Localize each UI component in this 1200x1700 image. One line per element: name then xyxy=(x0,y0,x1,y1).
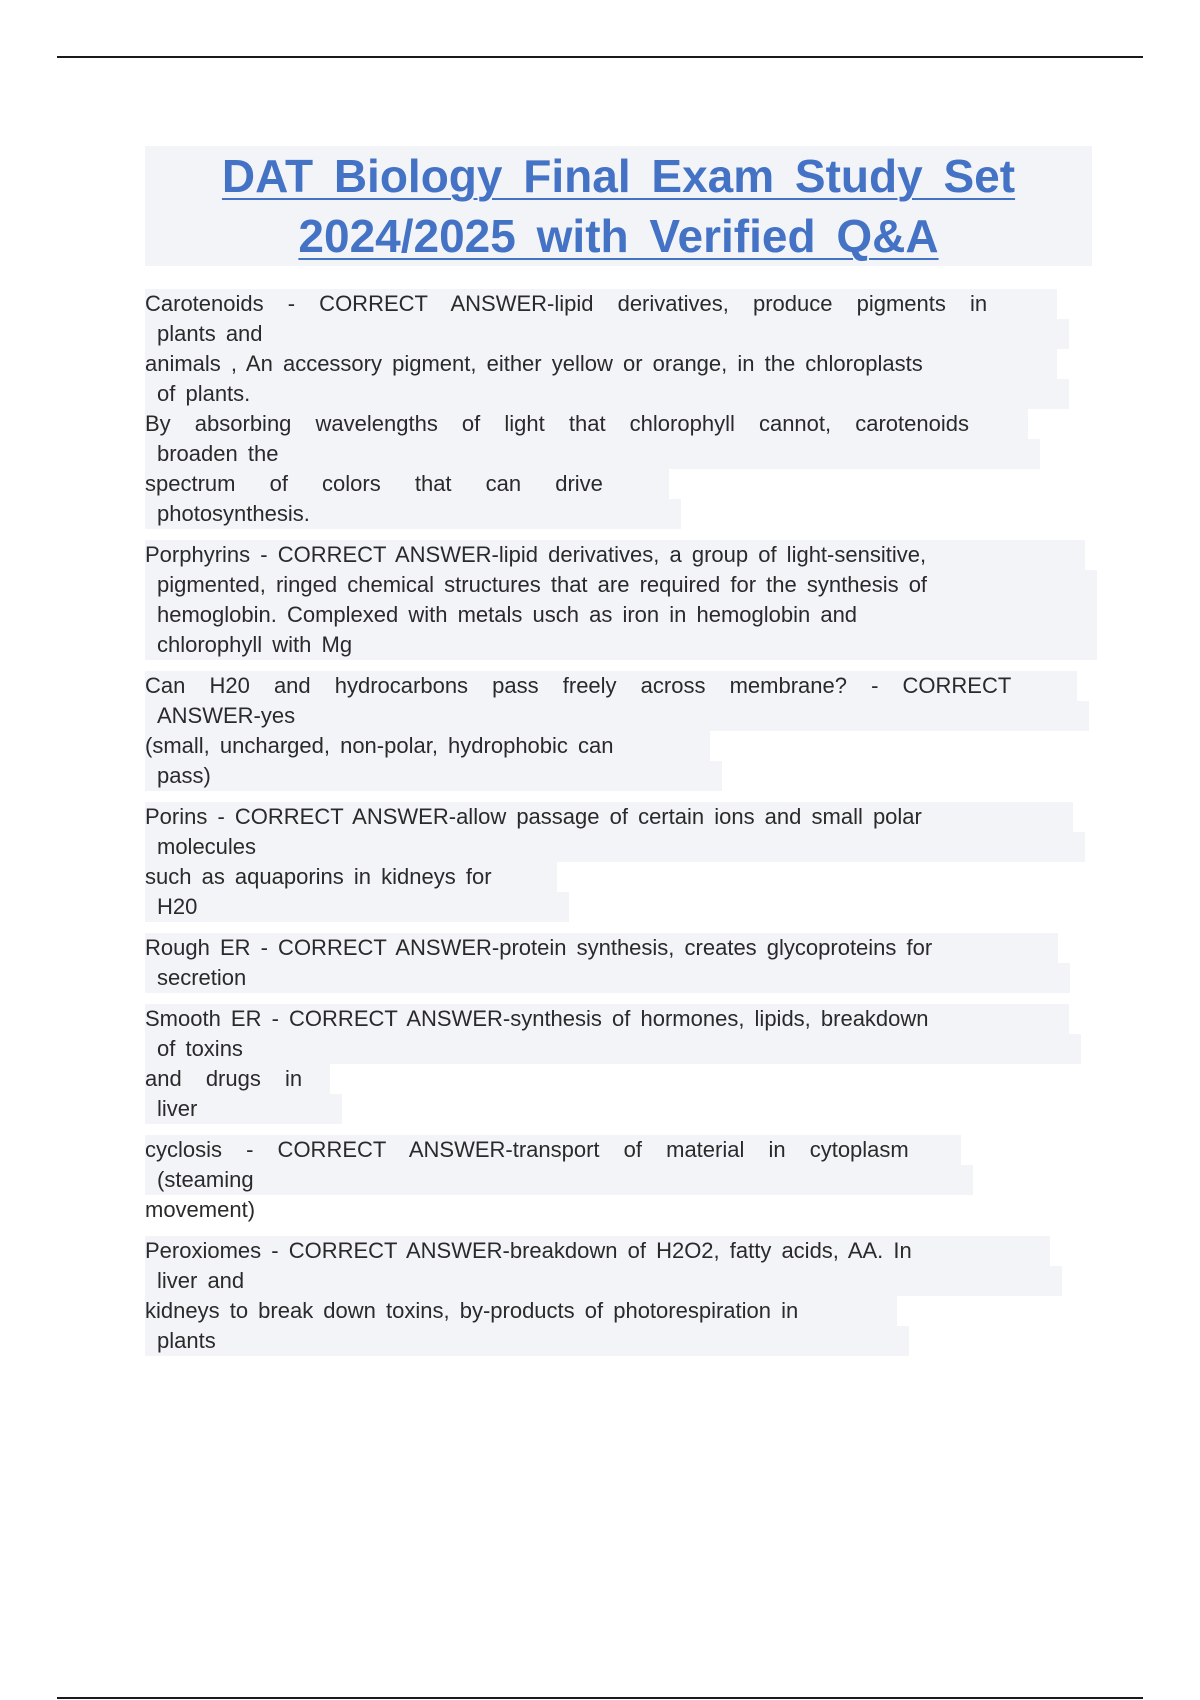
title-line-1: DAT Biology Final Exam Study Set xyxy=(221,150,1016,202)
entry-line: By absorbing wavelengths of light that chlorophyll cannot, carotenoids xyxy=(145,409,1028,439)
entry-line: such as aquaporins in kidneys for xyxy=(145,862,557,892)
entry-line: (steaming xyxy=(145,1165,973,1195)
entry-line: (small, uncharged, non-polar, hydrophobic can xyxy=(145,731,710,761)
entry-line: of plants. xyxy=(145,379,1069,409)
entry-line: of toxins xyxy=(145,1034,1081,1064)
entry-line: Porphyrins - CORRECT ANSWER-lipid derivatives, a group of light-sensitive, xyxy=(145,540,1085,570)
entry-line: chlorophyll with Mg xyxy=(145,630,1097,660)
entry-line: H20 xyxy=(145,892,569,922)
entry-line: Rough ER - CORRECT ANSWER-protein synthesis, creates glycoproteins for xyxy=(145,933,1058,963)
entry-line: Carotenoids - CORRECT ANSWER-lipid derivatives, produce pigments in xyxy=(145,289,1057,319)
entry-line: liver and xyxy=(145,1266,1062,1296)
entry-line: plants and xyxy=(145,319,1069,349)
qa-entry-cyclosis xyxy=(145,1135,1085,1225)
qa-entry-carotenoids xyxy=(145,289,1085,529)
entry-line: pass) xyxy=(145,761,722,791)
entry-line: liver xyxy=(145,1094,342,1124)
entry-line: broaden the xyxy=(145,439,1040,469)
qa-entry-h20-membrane xyxy=(145,671,1085,791)
document-title xyxy=(145,146,1092,266)
entry-line: plants xyxy=(145,1326,909,1356)
entry-line: animals , An accessory pigment, either yellow or orange, in the chloroplasts xyxy=(145,349,1057,379)
entry-line: and drugs in xyxy=(145,1064,330,1094)
entry-line: molecules xyxy=(145,832,1085,862)
entry-line: Porins - CORRECT ANSWER-allow passage of certain ions and small polar xyxy=(145,802,1073,832)
entry-line: Can H20 and hydrocarbons pass freely across membrane? - CORRECT xyxy=(145,671,1077,701)
entry-line: spectrum of colors that can drive xyxy=(145,469,669,499)
entry-line: ANSWER-yes xyxy=(145,701,1089,731)
bottom-rule xyxy=(57,1697,1143,1699)
entry-line: Smooth ER - CORRECT ANSWER-synthesis of hormones, lipids, breakdown xyxy=(145,1004,1069,1034)
entry-line: pigmented, ringed chemical structures that are required for the synthesis of xyxy=(145,570,1097,600)
qa-entry-porphyrins xyxy=(145,540,1085,660)
entry-line: kidneys to break down toxins, by-products of photorespiration in xyxy=(145,1296,897,1326)
qa-entries xyxy=(145,289,1085,1367)
entry-line: photosynthesis. xyxy=(145,499,681,529)
qa-entry-porins xyxy=(145,802,1085,922)
title-line-2: 2024/2025 with Verified Q&A xyxy=(298,210,939,262)
entry-line: Peroxiomes - CORRECT ANSWER-breakdown of H2O2, fatty acids, AA. In xyxy=(145,1236,1050,1266)
qa-entry-smooth-er xyxy=(145,1004,1085,1124)
top-rule xyxy=(57,56,1143,58)
entry-line: movement) xyxy=(145,1197,256,1222)
qa-entry-rough-er xyxy=(145,933,1085,993)
entry-line: cyclosis - CORRECT ANSWER-transport of material in cytoplasm xyxy=(145,1135,961,1165)
entry-line: secretion xyxy=(145,963,1070,993)
qa-entry-peroxiomes xyxy=(145,1236,1085,1356)
entry-line: hemoglobin. Complexed with metals usch as iron in hemoglobin and xyxy=(145,600,1097,630)
